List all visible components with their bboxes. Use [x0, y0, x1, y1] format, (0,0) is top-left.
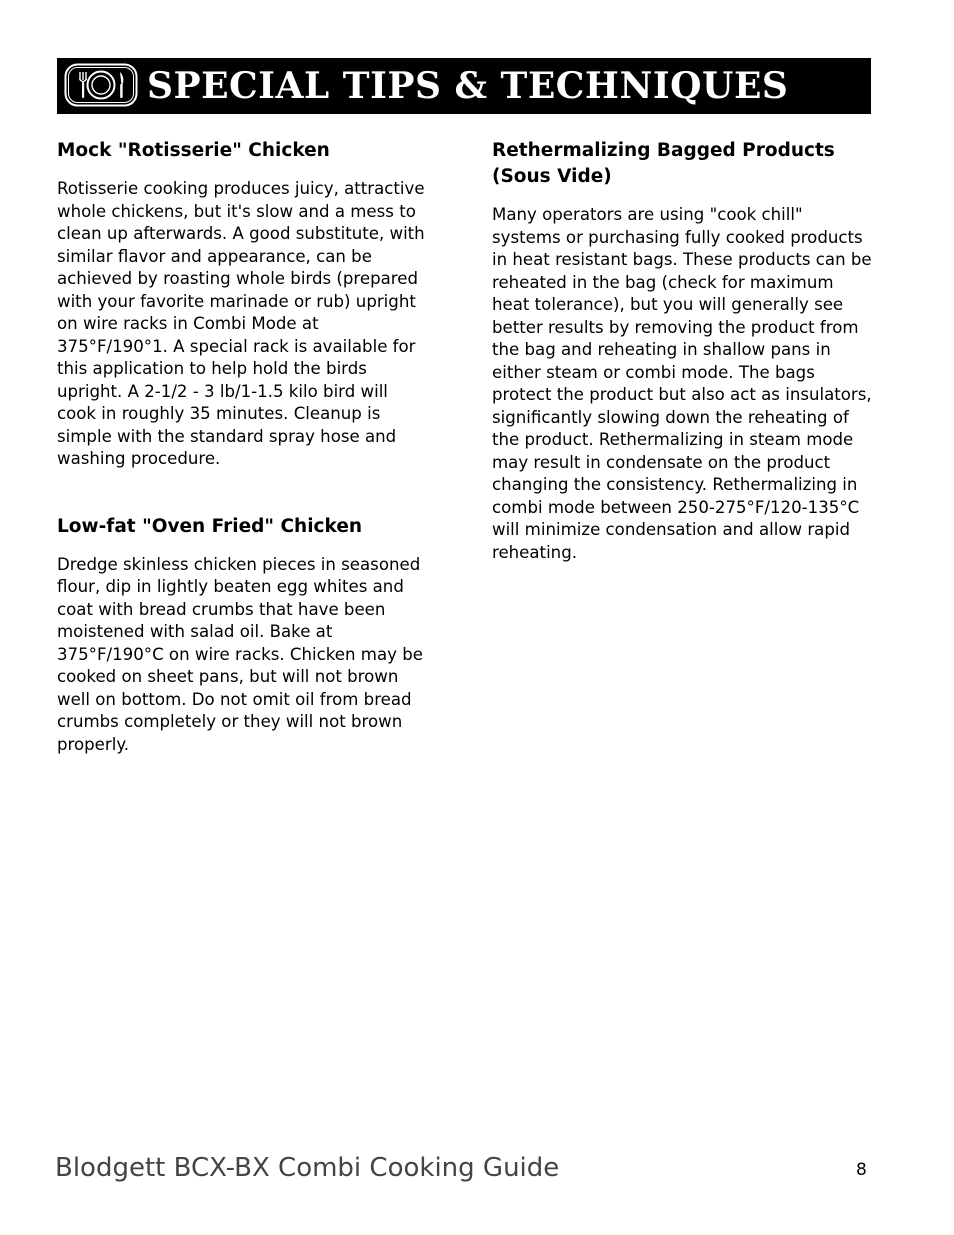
section-heading: Rethermalizing Bagged Products (Sous Vide): [492, 140, 835, 187]
section-heading: Mock "Rotisserie" Chicken: [57, 140, 330, 161]
right-column: [492, 138, 872, 564]
section-rotisserie-chicken: [57, 138, 432, 471]
section-rethermalizing: [492, 138, 872, 564]
section-body: Many operators are using "cook chill" systems or purchasing fully cooked products in heat resistant bags. These products can be reheated in the bag (check for maximum heat tolerance), but you will generally see better results by removing the product from the bag and reheating in shallow pans in either steam or combi mode. The bags protect the product but also act as insulators, significantly slowing down the reheating of the product. Rethermalizing in steam mode may result in condensate on the product changing the consistency. Rethermalizing in combi mode between 250-275°F/120-135°C will minimize condensation and allow rapid reheating.: [492, 205, 872, 562]
left-column: [57, 138, 432, 756]
section-banner: [57, 58, 871, 114]
section-heading: Low-fat "Oven Fried" Chicken: [57, 515, 363, 537]
section-oven-fried-chicken: [57, 514, 432, 757]
page-title: SPECIAL TIPS & TECHNIQUES: [147, 65, 789, 107]
page-number: 8: [856, 1160, 867, 1180]
footer-guide-title: Blodgett BCX-BX Combi Cooking Guide: [55, 1153, 560, 1183]
plate-fork-knife-icon: [64, 63, 138, 107]
section-body: Dredge skinless chicken pieces in seasoned flour, dip in lightly beaten egg whites and coat with bread crumbs that have been moistened with salad oil. Bake at 375°F/190°C on wire racks. Chicken may be cooked on sheet pans, but will not brown well on bottom. Do not omit oil from bread crumbs completely or they will not brown properly.: [57, 554, 423, 754]
section-body: Rotisserie cooking produces juicy, attractive whole chickens, but it's slow and a mess to clean up afterwards. A good substitute, with similar flavor and appearance, can be achieved by roasting whole birds (prepared with your favorite marinade or rub) upright on wire racks in Combi Mode at 375°F/190°1. A special rack is available for this application to help hold the birds upright. A 2-1/2 - 3 lb/1-1.5 kilo bird will cook in roughly 35 minutes. Cleanup is simple with the standard spray hose and washing procedure.: [57, 179, 425, 468]
